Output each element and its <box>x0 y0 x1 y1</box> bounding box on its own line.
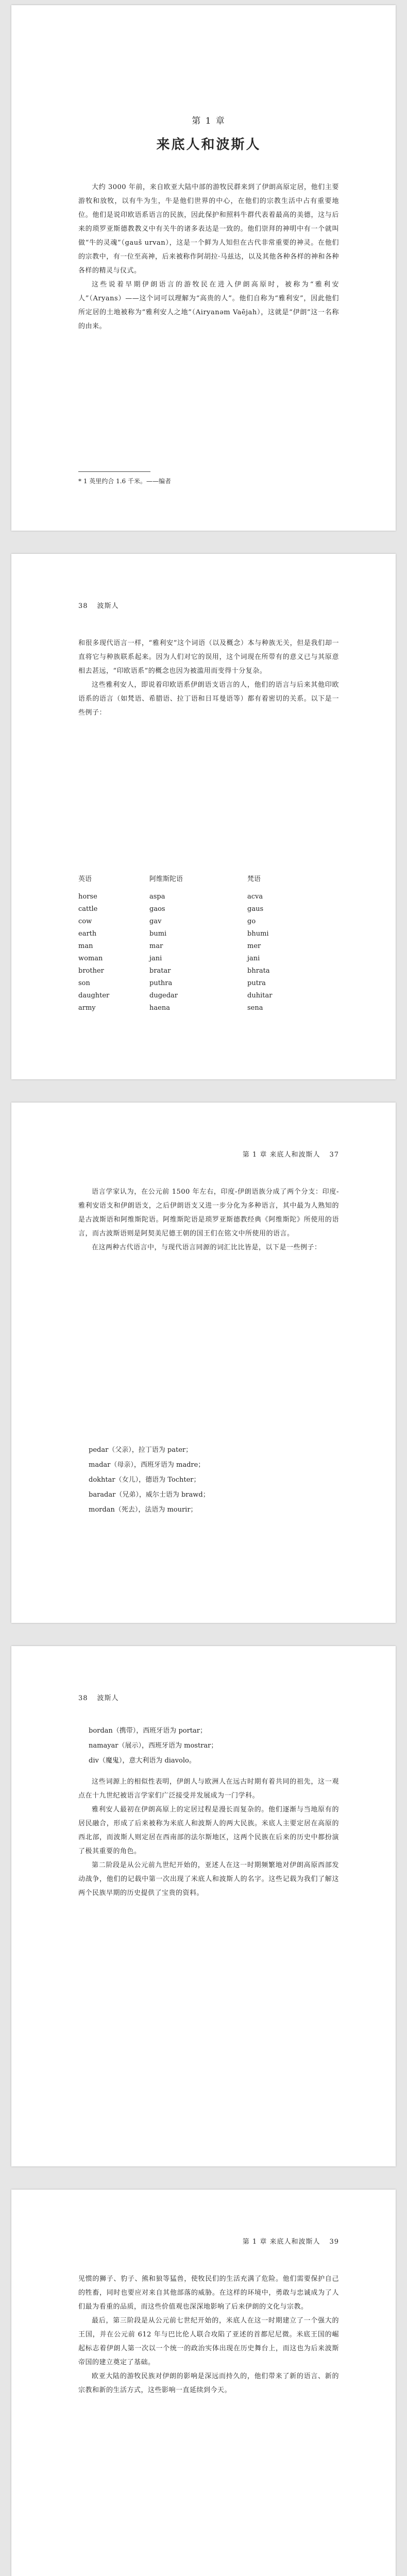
example-item: dokhtar（女儿），德语为 Tochter； <box>89 1476 200 1484</box>
book-page <box>11 554 396 1079</box>
running-header-title: 波斯人 <box>97 602 119 610</box>
table-cell: puthra <box>149 979 173 987</box>
table-cell: gaos <box>149 905 165 913</box>
table-row <box>78 964 309 977</box>
table-cell: sena <box>247 1004 263 1012</box>
table-cell: jani <box>149 954 162 962</box>
paragraph: 在这两种古代语言中，与现代语言同源的词汇比比皆是，以下是一些例子： <box>92 1244 321 1251</box>
table-row <box>78 940 309 952</box>
example-list <box>89 1723 217 1768</box>
footnote-divider <box>78 471 150 472</box>
table-cell: bhrata <box>247 967 270 975</box>
table-cell: gaus <box>247 905 264 913</box>
running-header-title: 第 1 章 来底人和波斯人 <box>242 1151 320 1159</box>
table-cell: go <box>247 917 256 925</box>
paragraph: 欧亚大陆的游牧民族对伊朗的影响是深远而持久的，他们带来了新的语言、新的宗教和新的生活方式，这些影响一直延续到今天。 <box>78 2372 339 2394</box>
book-page <box>11 2190 396 2576</box>
table-row <box>78 890 309 903</box>
table-row <box>78 952 309 964</box>
table-cell: bhumi <box>247 929 269 938</box>
table-cell: army <box>78 1004 96 1012</box>
running-header <box>78 1692 119 1702</box>
body-text <box>78 2272 339 2397</box>
table-row <box>78 927 309 940</box>
running-header <box>243 1149 339 1159</box>
book-page <box>11 1646 396 2166</box>
paragraph: 这些雅利安人，即说着印欧语系伊朗语支语言的人，他们的语言与后来其他印欧语系的语言（如梵语、希腊语、拉丁语和日耳曼语等）都有着密切的关系。以下是一些例子： <box>78 681 339 717</box>
table-cell: bratar <box>149 967 171 975</box>
table-row <box>78 989 309 1002</box>
table-cell: duhitar <box>247 991 273 999</box>
column-header: 英语 <box>78 875 92 883</box>
paragraph: 第二阶段是从公元前九世纪开始的，亚述人在这一时期频繁地对伊朗高原西部发动战争，他们的记载中第一次出现了米底人和波斯人的名字。这些记载为我们了解这两个民族早期的历史提供了宝贵的资料。 <box>78 1861 339 1897</box>
book-page <box>11 5 396 531</box>
chapter-title: 来底人和波斯人 <box>156 137 261 152</box>
table-cell: putra <box>247 979 266 987</box>
running-header-title: 第 1 章 来底人和波斯人 <box>242 2238 320 2246</box>
word-comparison-table <box>78 873 309 1014</box>
page-number: 37 <box>329 1151 339 1159</box>
paragraph: 雅利安人最初在伊朗高原上的定居过程是漫长而复杂的。他们逐渐与当地原有的居民融合，形成了后来被称为米底人和波斯人的两大民族。米底人主要定居在高原的西北部，而波斯人则定居在西南部的法尔斯地区，这两个民族在后来的历史中都扮演了极其重要的角色。 <box>78 1806 339 1855</box>
example-item: namayar（展示），西班牙语为 mostrar； <box>89 1742 218 1750</box>
table-row <box>78 903 309 915</box>
column-header: 阿维斯陀语 <box>149 875 183 883</box>
book-page <box>11 1103 396 1623</box>
table-cell: brother <box>78 967 104 975</box>
table-row <box>78 977 309 989</box>
running-header <box>243 2236 339 2246</box>
footnote: * 1 英里约合 1.6 千米。——编者 <box>78 478 171 485</box>
example-item: mordan（死去），法语为 mourir； <box>89 1506 197 1514</box>
table-cell: gav <box>149 917 162 925</box>
table-row <box>78 1002 309 1014</box>
running-header-title: 波斯人 <box>97 1694 119 1702</box>
body-text <box>78 1185 339 1255</box>
table-cell: bumi <box>149 929 167 938</box>
paragraph: 和很多现代语言一样，“雅利安”这个词语（以及概念）本与种族无关，但是我们却一直将它与种族联系起来。因为人们对它的误用，这个词现在所带有的意义已与其原意相去甚远，“印欧语系”的概念也因为被滥用而变得十分复杂。 <box>78 639 339 675</box>
running-header <box>78 600 119 610</box>
table-cell: cattle <box>78 905 98 913</box>
paragraph: 这些词源上的相似性表明，伊朗人与欧洲人在远古时期有着共同的祖先，这一观点在十九世纪被语言学家们广泛接受并发展成为一门学科。 <box>78 1778 339 1800</box>
chapter-number: 第 1 章 <box>192 116 226 126</box>
paragraph: 这些说着早期伊朗语言的游牧民在进入伊朗高原时，被称为“雅利安人”（Aryans）——这个词可以理解为“高贵的人”。他们自称为“雅利安”，因此他们所定居的土地被称为“雅利安人之地”（Airyanəm Vaējah），这就是“伊朗”这一名称的由来。 <box>78 281 339 330</box>
table-cell: horse <box>78 892 97 901</box>
paragraph: 最后，第三阶段是从公元前七世纪开始的，米底人在这一时期建立了一个强大的王国，并在公元前 612 年与巴比伦人联合攻陷了亚述的首都尼尼微。米底王国的崛起标志着伊朗人第一次以一个统一的政治实体出现在历史舞台上，而这也为后来波斯帝国的建立奠定了基础。 <box>78 2317 339 2366</box>
table-cell: jani <box>247 954 260 962</box>
paragraph: 语言学家认为，在公元前 1500 年左右，印度-伊朗语族分成了两个分支：印度-雅利安语支和伊朗语支，之后伊朗语支又进一步分化为多种语言，其中最为人熟知的是古波斯语和阿维斯陀语。阿维斯陀语是琐罗亚斯德教经典《阿维斯陀》所使用的语言，而古波斯语则是阿契美尼德王朝的国王们在铭文中所使用的语言。 <box>78 1188 339 1238</box>
body-text <box>78 1775 339 1900</box>
paragraph: 见惯的狮子、豹子、熊和狼等猛兽，使牧民们的生活充满了危险。他们需要保护自己的牲畜，同时也要应对来自其他部落的威胁。在这样的环境中，勇敢与忠诚成为了人们最为看重的品质，而这些价值观也深深地影响了后来伊朗的文化与宗教。 <box>78 2275 339 2311</box>
table-cell: aspa <box>149 892 165 901</box>
table-cell: mar <box>149 942 163 950</box>
example-list <box>89 1443 210 1517</box>
table-cell: dugedar <box>149 991 178 999</box>
page-number: 38 <box>78 1694 88 1702</box>
table-cell: man <box>78 942 93 950</box>
table-cell: earth <box>78 929 97 938</box>
example-item: div（魔鬼），意大利语为 diavolo。 <box>89 1757 196 1765</box>
example-item: bordan（携带），西班牙语为 portar； <box>89 1727 207 1735</box>
table-cell: cow <box>78 917 92 925</box>
paragraph: 大约 3000 年前，来自欧亚大陆中部的游牧民群来到了伊朗高原定居，他们主要游牧和放牧，以有牛为生，牛是他们世界的中心，在他们的宗教生活中占有重要地位。他们是说印欧语系语言的民族，因此保护和照料牛群代表着最高的美德，这与后来的琐罗亚斯德教教义中有关牛的诸多表达是一致的。他们崇拜的神明中有一个就叫做“牛的灵魂”（gauš urvan），这是一个鲜为人知但在古代非常重要的神灵。在他们的宗教中，有一位至高神，后来被称作阿胡拉·马兹达，以及其他各种各样的神和各种各样的精灵与仪式。 <box>78 183 339 275</box>
example-item: madar（母亲），西班牙语为 madre； <box>89 1461 205 1469</box>
column-header: 梵语 <box>247 875 261 883</box>
example-item: baradar（兄弟），威尔士语为 brawd； <box>89 1491 210 1499</box>
body-text <box>78 180 339 333</box>
table-row <box>78 915 309 927</box>
table-cell: mer <box>247 942 261 950</box>
body-text <box>78 636 339 720</box>
table-cell: son <box>78 979 90 987</box>
table-cell: acva <box>247 892 263 901</box>
page-number: 38 <box>78 602 88 610</box>
example-item: pedar（父亲），拉丁语为 pater； <box>89 1446 193 1454</box>
table-cell: haena <box>149 1004 170 1012</box>
table-header-row <box>78 873 309 890</box>
page-number: 39 <box>329 2238 339 2246</box>
table-cell: woman <box>78 954 103 962</box>
table-cell: daughter <box>78 991 110 999</box>
